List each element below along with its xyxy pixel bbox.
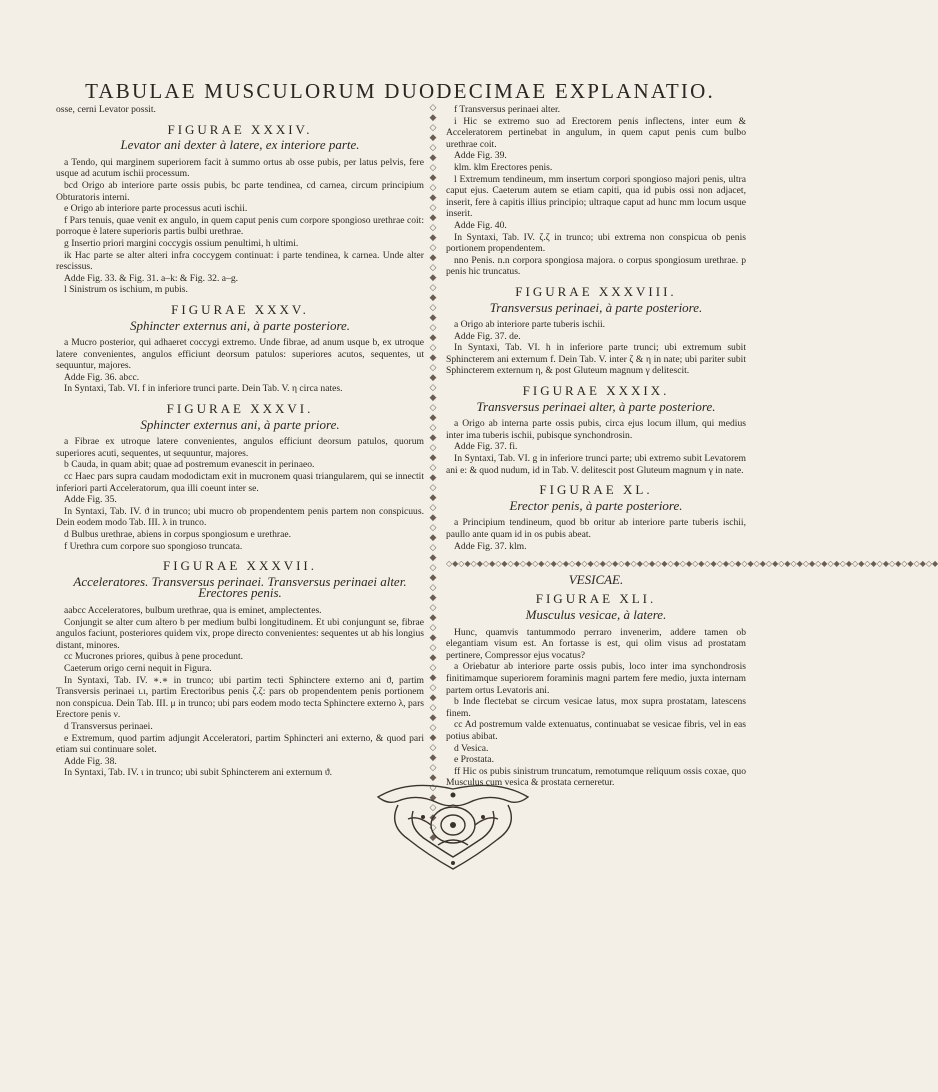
paragraph: d Bulbus urethrae, abiens in corpus spongiosum e urethrae. <box>64 529 291 540</box>
divider-ornament-icon: ◆ <box>429 272 437 282</box>
divider-ornament-icon: ◆ <box>429 672 437 682</box>
paragraph: Adde Fig. 33. & Fig. 31. a–k: & Fig. 32. a–g. <box>64 272 239 284</box>
divider-ornament-icon: ◇ <box>429 662 437 672</box>
paragraph: ik Hac parte se alter alteri infra coccygem continuat: i parte tendinea, k carnea. Unde alter rescissus. <box>56 249 424 273</box>
paragraph: Adde Fig. 37. klm. <box>454 540 527 552</box>
figure-subheading: Acceleratores. Transversus perinaei. Transversus perinaei alter. Erectores penis. <box>73 573 407 601</box>
figure-subheading: Erector penis, à parte posteriore. <box>509 497 683 513</box>
paragraph: aabcc Acceleratores, bulbum urethrae, qua is eminet, amplectentes. <box>64 604 322 616</box>
paragraph: a Origo ab interiore parte tuberis ischii. <box>454 319 606 331</box>
divider-ornament-icon: ◇ <box>429 162 437 172</box>
divider-ornament-icon: ◇ <box>429 202 437 212</box>
paragraph: a Origo ab interna parte ossis pubis, circa ejus locum illum, qui medius inter ima tuberis ischii, pubisque synchondrosin. <box>446 418 746 441</box>
paragraph: nno Penis. n.n corpora spongiosa majora. o corpus spongiosum urethrae. p penis hic truncatus. <box>446 254 746 278</box>
divider-ornament-icon: ◆ <box>429 112 437 122</box>
figure-subheading: Transversus perinaei alter, à parte posteriore. <box>476 398 716 414</box>
divider-ornament-icon: ◇ <box>429 502 437 512</box>
ornament-row-icon: ◇◆◇◆◇◆◇◆◇◆◇◆◇◆◇◆◇◆◇◆◇◆◇◆◇◆◇◆◇◆◇◆◇◆◇◆◇◆◇◆◇◆◇◆◇◆◇◆◇◆◇◆◇◆◇◆◇◆◇◆◇◆◇◆◇◆◇◆◇◆◇◆◇◆◇◆◇◆◇◆ <box>446 559 938 569</box>
paragraph: e Prostata. <box>454 754 494 766</box>
paragraph: Adde Fig. 37. de. <box>454 330 521 342</box>
divider-ornament-icon: ◇ <box>429 142 437 152</box>
divider-ornament-icon: ◆ <box>429 512 437 522</box>
divider-ornament-icon: ◆ <box>429 352 437 362</box>
divider-ornament-icon: ◆ <box>429 832 437 842</box>
divider-ornament-icon: ◇ <box>429 362 437 372</box>
divider-ornament-icon: ◇ <box>429 622 437 632</box>
page-title: TABULAE MUSCULORUM DUODECIMAE EXPLANATIO. <box>85 79 715 103</box>
divider-ornament-icon: ◇ <box>429 682 437 692</box>
paragraph: In Syntaxi, Tab. IV. ι in trunco; ubi subit Sphincterem ani externum ϑ. <box>64 767 332 779</box>
paragraph: a Fibrae ex utroque latere convenientes, angulos efficiunt deorsum patulos, quorum superiores acuti, sequentes, ut sequuntur, majores. <box>56 436 424 459</box>
divider-ornament-icon: ◇ <box>429 602 437 612</box>
paragraph: a Principium tendineum, quod bb oritur ab interiore parte tuberis ischii, paullo ante quam id in os pubis abeat. <box>446 517 746 540</box>
paragraph: klm. klm Erectores penis. <box>454 161 553 173</box>
paragraph: Adde Fig. 39. <box>454 150 507 162</box>
divider-ornament-icon: ◇ <box>429 482 437 492</box>
figure-subheading: Musculus vesicae, à latere. <box>525 606 667 622</box>
paragraph: Caeterum origo cerni nequit in Figura. <box>64 662 212 674</box>
paragraph: In Syntaxi, Tab. IV. ϑ in trunco; ubi mucro ob propendentem penis partem non conspicuus. Dein eodem modo Tab. III. λ in trunco. <box>56 505 424 529</box>
figure-subheading: Sphincter externus ani, à parte posteriore. <box>129 317 351 333</box>
divider-ornament-icon: ◇ <box>429 122 437 132</box>
divider-ornament-icon: ◆ <box>429 452 437 462</box>
paragraph: b Inde flectebat se circum vesicae latus, mox supra prostatam, latescens finem. <box>446 696 746 719</box>
paragraph: d Vesica. <box>454 742 489 754</box>
divider-ornament-icon: ◆ <box>429 132 437 142</box>
divider-ornament-icon: ◇ <box>429 322 437 332</box>
divider-ornament-icon: ◇ <box>429 282 437 292</box>
figure-subheading: Sphincter externus ani, à parte priore. <box>140 416 340 432</box>
paragraph: l Extremum tendineum, mm insertum corpori spongioso majori penis, ultra caput ejus. Caeterum autem se etiam capiti, qua id pubis ossi non adjacet, inserit, fere à capitis illius principio; ultraque caput ad hunc mm locum usque inserit. <box>446 173 746 220</box>
figure-subheading: Transversus perinaei, à parte posteriore. <box>489 299 703 315</box>
figure-heading: FIGURAE XXXVII. <box>162 558 318 574</box>
divider-ornament-icon: ◆ <box>429 152 437 162</box>
divider-ornament-icon: ◇ <box>429 522 437 532</box>
left-column <box>56 104 424 779</box>
divider-ornament-icon: ◇ <box>429 262 437 272</box>
paragraph: f Transversus perinaei alter. <box>454 104 561 115</box>
divider-ornament-icon: ◆ <box>429 412 437 422</box>
figure-heading: FIGURAE XXXIV. <box>167 121 313 137</box>
paragraph: g Insertio priori margini coccygis ossium penultimi, h ultimi. <box>64 237 299 249</box>
paragraph: In Syntaxi, Tab. VI. f in inferiore trunci parte. Dein Tab. V. η circa nates. <box>64 383 343 395</box>
tailpiece-ornament-icon <box>368 775 538 875</box>
divider-ornament-icon: ◆ <box>429 432 437 442</box>
figure-subheading: Levator ani dexter à latere, ex interiore parte. <box>120 137 360 153</box>
divider-ornament-icon: ◆ <box>429 712 437 722</box>
paragraph: f Urethra cum corpore suo spongioso truncata. <box>64 540 243 552</box>
paragraph: cc Haec pars supra caudam mododictam exit in mucronem quasi triangularem, qui se innectit inferiori parti Acceleratorum, qua illi coeunt inter se. <box>56 471 424 494</box>
figure-heading: FIGURAE XXXV. <box>171 301 309 317</box>
paragraph: Adde Fig. 35. <box>64 494 117 506</box>
paragraph: bcd Origo ab interiore parte ossis pubis, bc parte tendinea, cd carnea, circum principium Obturatoris interni. <box>56 179 424 203</box>
divider-ornament-icon: ◇ <box>429 242 437 252</box>
divider-ornament-icon: ◆ <box>429 732 437 742</box>
paragraph: e Origo ab interiore parte processus acuti ischii. <box>64 203 248 215</box>
paragraph: l Sinistrum os ischium, m pubis. <box>64 284 188 296</box>
divider-ornament-icon: ◇ <box>429 402 437 412</box>
divider-ornament-icon: ◇ <box>429 702 437 712</box>
figure-heading: FIGURAE XXXVIII. <box>515 283 677 299</box>
paragraph: osse, cerni Levator possit. <box>56 104 156 115</box>
divider-ornament-icon: ◆ <box>429 192 437 202</box>
figure-heading: FIGURAE XXXIX. <box>522 383 670 399</box>
divider-ornament-icon: ◆ <box>429 252 437 262</box>
paragraph: In Syntaxi, Tab. IV. ζ.ζ in trunco; ubi extrema non conspicua ob penis portionem propendentem. <box>446 231 746 255</box>
divider-ornament-icon: ◇ <box>429 342 437 352</box>
divider-ornament-icon: ◆ <box>429 592 437 602</box>
divider-ornament-icon: ◆ <box>429 472 437 482</box>
column-divider-ornament <box>428 102 438 842</box>
paragraph: a Tendo, qui marginem superiorem facit à summo ortus ab osse pubis, per latus pelvis, fere usque ad acutum ischii processum. <box>56 156 424 180</box>
divider-ornament-icon: ◆ <box>429 652 437 662</box>
divider-ornament-icon: ◆ <box>429 372 437 382</box>
divider-ornament-icon: ◆ <box>429 612 437 622</box>
paragraph: Hunc, quamvis tantummodo perraro invenerim, addere tamen ob elegantiam visum est. An fortasse is est, qui olim visus ad prostatam pertinere, Compressor ejus vocatus? <box>446 626 746 661</box>
divider-ornament-icon: ◇ <box>429 542 437 552</box>
divider-ornament-icon: ◇ <box>429 442 437 452</box>
divider-ornament-icon: ◆ <box>429 212 437 222</box>
paragraph: a Oriebatur ab interiore parte ossis pubis, loco inter ima synchondrosis finitimamque superiorem foraminis magni partem fere medio, juxta internam partem ortus Levatoris ani. <box>446 661 746 696</box>
divider-ornament-icon: ◇ <box>429 462 437 472</box>
divider-ornament-icon: ◆ <box>429 292 437 302</box>
divider-ornament-icon: ◆ <box>429 772 437 782</box>
divider-ornament-icon: ◇ <box>429 102 437 112</box>
paragraph: In Syntaxi, Tab. VI. h in inferiore parte trunci; ubi extremum subit Sphincterem ani externum f. Dein Tab. V. inter ζ & η in nate; ubi pariter subit Sphincterem externum η, & post Gluteum magnum γ delitescit. <box>446 342 746 377</box>
figure-heading: FIGURAE XL. <box>539 482 653 498</box>
paragraph: cc Mucrones priores, quibus à pene procedunt. <box>64 651 244 663</box>
paragraph: i Hic se extremo suo ad Erectorem penis inflectens, inter eum & Acceleratorem pertinebat in angulum, in quem caput penis cum bulbo urethrae coit. <box>446 115 746 150</box>
figure-heading: FIGURAE XXXVI. <box>166 401 314 417</box>
paragraph: d Transversus perinaei. <box>64 720 153 732</box>
divider-ornament-icon: ◆ <box>429 332 437 342</box>
divider-ornament-icon: ◇ <box>429 782 437 792</box>
divider-ornament-icon: ◆ <box>429 172 437 182</box>
right-column <box>446 104 938 789</box>
divider-ornament-icon: ◆ <box>429 632 437 642</box>
paragraph: Conjungit se alter cum altero b per medium bulbi longitudinem. Et ubi conjungunt se, fibrae angulos faciunt, posteriores quidem vix, prope directo convenientes: sequentes ut ab his longius distant, minores. <box>56 616 424 651</box>
divider-ornament-icon: ◇ <box>429 642 437 652</box>
divider-ornament-icon: ◇ <box>429 582 437 592</box>
paragraph: Adde Fig. 40. <box>454 219 507 231</box>
paragraph: e Extremum, quod partim adjungit Acceleratori, partim Sphincteri ani externo, & quod pari etiam sui continuare solet. <box>56 732 424 756</box>
divider-ornament-icon: ◇ <box>429 422 437 432</box>
divider-ornament-icon: ◇ <box>429 742 437 752</box>
divider-ornament-icon: ◇ <box>429 562 437 572</box>
divider-ornament-icon: ◆ <box>429 312 437 322</box>
divider-ornament-icon: ◆ <box>429 392 437 402</box>
paragraph: ff Hic os pubis sinistrum truncatum, remotumque reliquum ossis coxae, quo Musculus cum vesica & prostata cerneretur. <box>446 765 746 789</box>
divider-ornament-icon: ◇ <box>429 802 437 812</box>
divider-ornament-icon: ◆ <box>429 752 437 762</box>
paragraph: In Syntaxi, Tab. VI. g in inferiore trunci parte; ubi extremo subit Levatorem ani e: & quod nudum, id in Tab. V. delitescit post Gluteum magnum γ in nate. <box>446 453 746 476</box>
figure-subheading: VESICAE. <box>568 571 624 587</box>
divider-ornament-icon: ◇ <box>429 182 437 192</box>
divider-ornament-icon: ◇ <box>429 762 437 772</box>
paragraph: In Syntaxi, Tab. IV. ∗.∗ in trunco; ubi partim tecti Sphinctere externo ani ϑ, partim Transversis perinaei ι.ι, partim Erectoribus penis ζ.ζ: pars ob propendentem penis portionem non conspicua. Dein Tab. III. μ in trunco; ubi pars eodem modo tecta Sphinctere externo λ, pars Erectore penis ν. <box>56 674 424 721</box>
divider-ornament-icon: ◆ <box>429 492 437 502</box>
paragraph: Adde Fig. 37. fi. <box>454 441 518 453</box>
divider-ornament-icon: ◇ <box>429 222 437 232</box>
divider-ornament-icon: ◆ <box>429 792 437 802</box>
divider-ornament-icon: ◆ <box>429 552 437 562</box>
divider-ornament-icon: ◆ <box>429 232 437 242</box>
paragraph: b Cauda, in quam abit; quae ad postremum evanescit in perinaeo. <box>64 459 315 471</box>
divider-ornament-icon: ◆ <box>429 812 437 822</box>
divider-ornament-icon: ◆ <box>429 572 437 582</box>
divider-ornament-icon: ◇ <box>429 722 437 732</box>
divider-ornament-icon: ◇ <box>429 822 437 832</box>
paragraph: a Mucro posterior, qui adhaeret coccygi extremo. Unde fibrae, ad anum usque b, ex utroque latere convenientes, angulos efficiunt deorsum patulos: superiores acutos, sequentes, ut sequuntur, majores. <box>56 337 424 372</box>
divider-ornament-icon: ◆ <box>429 532 437 542</box>
paragraph: cc Ad postremum valde extenuatus, continuabat se vesicae fibris, vel in eas potius abibat. <box>446 719 746 742</box>
figure-heading: FIGURAE XLI. <box>535 591 657 607</box>
paragraph: Adde Fig. 38. <box>64 755 117 767</box>
divider-ornament-icon: ◇ <box>429 302 437 312</box>
divider-ornament-icon: ◆ <box>429 692 437 702</box>
divider-ornament-icon: ◇ <box>429 382 437 392</box>
paragraph: Adde Fig. 36. abcc. <box>64 371 140 383</box>
paragraph: f Pars tenuis, quae venit ex angulo, in quem caput penis cum corpore spongioso urethrae coit: porroque è latere superioris partis bulbi urethrae. <box>56 214 424 238</box>
